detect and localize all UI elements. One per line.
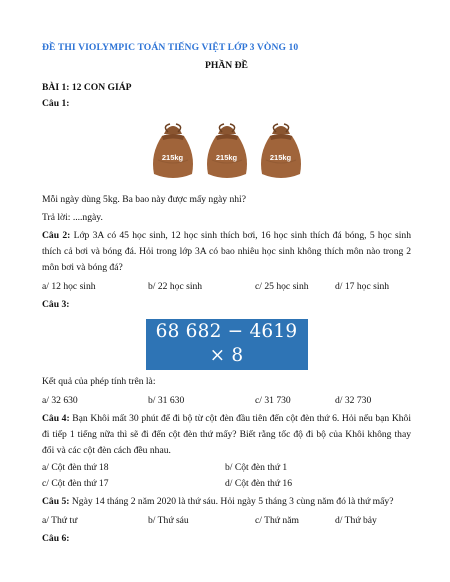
option-b: b/ 31 630 (148, 395, 185, 406)
sack-weight-label: 215kg (269, 153, 292, 162)
cau6-label: Câu 6: (42, 533, 70, 544)
math-expression: 68 682 − 4619 × 8 (146, 319, 308, 370)
cau4-label: Câu 4: (42, 413, 70, 424)
cau5-options (42, 513, 411, 529)
cau4-text: Bạn Khôi mất 30 phút để đi bộ từ cột đèn đầu tiên đến cột đèn thứ 6. Hỏi nếu bạn Khôi đi tiếp 1 tiếng nữa thì sẽ đi đến cột đèn thứ mấy? Biết rằng tốc độ đi bộ của Khôi không thay đổi và các cột đèn cách đều nhau. (42, 413, 412, 456)
cau5-label: Câu 5: (42, 496, 70, 507)
cau5-question (42, 494, 411, 510)
option-b: b/ 22 học sinh (148, 281, 203, 292)
option-c: c/ 25 học sinh (255, 281, 309, 292)
option-b: b/ Thứ sáu (148, 515, 189, 526)
sack-weight-label: 215kg (161, 153, 184, 162)
sacks-illustration (42, 118, 411, 182)
cau3-options (42, 393, 411, 409)
cau5-text: Ngày 14 tháng 2 năm 2020 là thứ sáu. Hỏi ngày 5 tháng 3 cùng năm đó là thứ mấy? (69, 496, 394, 507)
section-heading: PHẦN ĐỀ (205, 60, 248, 71)
option-c: c/ Cột đèn thứ 17 (42, 478, 109, 489)
cau2-options (42, 279, 411, 295)
cau2-question (42, 228, 411, 276)
option-d: d/ 17 học sinh (335, 281, 390, 292)
cau2-text: Lớp 3A có 45 học sinh, 12 học sinh thích bơi, 16 học sinh thích đá bóng, 5 học sinh thích cả bơi và bóng đá. Hỏi trong lớp 3A có bao nhiêu học sinh không thích môn nào trong 2 môn bơi và bóng đá? (42, 230, 411, 273)
option-d: d/ Thứ bảy (335, 515, 377, 526)
sack-icon (256, 120, 306, 182)
option-a: a/ 32 630 (42, 395, 78, 406)
document-title: ĐỀ THI VIOLYMPIC TOÁN TIẾNG VIỆT LỚP 3 VÒNG 10 (42, 42, 299, 53)
cau1-label: Câu 1: (42, 98, 70, 109)
cau1-text: Mỗi ngày dùng 5kg. Ba bao này được mấy ngày nhỉ? (42, 194, 246, 205)
sack-weight-label: 215kg (215, 153, 238, 162)
cau3-label: Câu 3: (42, 299, 70, 310)
option-a: a/ Thứ tư (42, 515, 78, 526)
cau4-options (42, 460, 411, 492)
document-page (42, 40, 411, 547)
expression-box (42, 319, 411, 370)
option-d: d/ 32 730 (335, 395, 372, 406)
option-a: a/ 12 học sinh (42, 281, 96, 292)
sack-icon (202, 120, 252, 182)
option-c: c/ 31 730 (255, 395, 291, 406)
sack-icon (148, 120, 198, 182)
cau4-question (42, 411, 411, 459)
cau2-label: Câu 2: (42, 230, 71, 241)
cau1-answer: Trả lời: ....ngày. (42, 212, 103, 223)
cau3-text: Kết quả của phép tính trên là: (42, 376, 156, 387)
bai1-heading: BÀI 1: 12 CON GIÁP (42, 82, 132, 93)
option-c: c/ Thứ năm (255, 515, 299, 526)
option-a: a/ Cột đèn thứ 18 (42, 462, 109, 473)
option-b: b/ Cột đèn thứ 1 (225, 462, 288, 473)
option-d: d/ Cột đèn thứ 16 (225, 478, 293, 489)
